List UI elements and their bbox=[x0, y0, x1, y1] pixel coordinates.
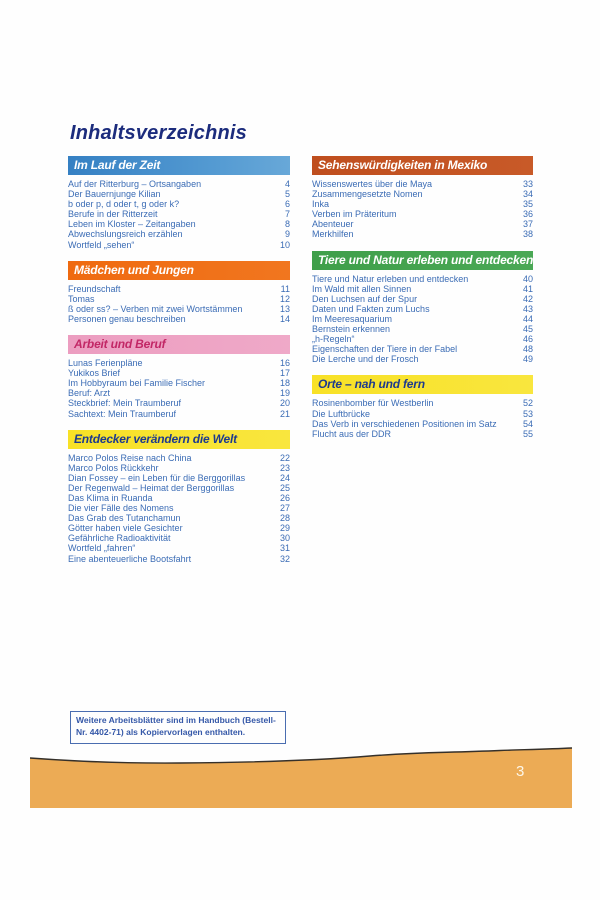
toc-entry bbox=[68, 219, 290, 229]
entry-page-number: 45 bbox=[522, 324, 533, 335]
entry-label: Eine abenteuerliche Bootsfahrt bbox=[68, 553, 192, 564]
entry-label: Das Verb in verschiedenen Positionen im Satz bbox=[312, 418, 497, 429]
section-header: Orte – nah und fern bbox=[312, 375, 533, 394]
toc-entry bbox=[312, 429, 533, 439]
entry-label: Daten und Fakten zum Luchs bbox=[312, 303, 430, 314]
entry-label: „h-Regeln“ bbox=[312, 334, 355, 345]
section-entries bbox=[68, 358, 290, 419]
wave-band-graphic bbox=[30, 746, 572, 808]
entry-page-number: 25 bbox=[279, 482, 290, 493]
entry-page-number: 33 bbox=[522, 179, 533, 189]
entry-page-number: 36 bbox=[522, 209, 533, 220]
entry-page-number: 27 bbox=[279, 503, 290, 514]
toc-section bbox=[312, 251, 533, 365]
entry-label: Götter haben viele Gesichter bbox=[68, 523, 183, 534]
entry-label: Wissenswertes über die Maya bbox=[312, 179, 433, 189]
toc-section bbox=[68, 261, 290, 324]
entry-label: Wortfeld „sehen“ bbox=[68, 239, 135, 250]
entry-label: Im Wald mit allen Sinnen bbox=[312, 283, 412, 294]
toc-entry bbox=[312, 354, 533, 364]
section-header: Arbeit und Beruf bbox=[68, 335, 290, 354]
entry-label: Marco Polos Reise nach China bbox=[68, 452, 192, 463]
section-header: Entdecker verändern die Welt bbox=[68, 430, 290, 449]
section-entries bbox=[68, 179, 290, 250]
entry-page-number: 12 bbox=[279, 293, 290, 304]
toc-column-right bbox=[312, 156, 533, 450]
entry-page-number: 46 bbox=[522, 334, 533, 345]
entry-label: Dian Fossey – ein Leben für die Berggorillas bbox=[68, 472, 246, 483]
toc-section bbox=[312, 156, 533, 240]
entry-label: Abwechslungsreich erzählen bbox=[68, 229, 183, 240]
toc-entry bbox=[68, 199, 290, 209]
entry-page-number: 4 bbox=[284, 179, 290, 189]
entry-page-number: 9 bbox=[284, 229, 290, 240]
toc-entry bbox=[312, 284, 533, 294]
toc-entry bbox=[312, 219, 533, 229]
entry-label: Auf der Ritterburg – Ortsangaben bbox=[68, 179, 202, 189]
toc-entry bbox=[68, 189, 290, 199]
toc-entry bbox=[312, 409, 533, 419]
toc-entry bbox=[312, 324, 533, 334]
entry-label: Zusammengesetzte Nomen bbox=[312, 189, 423, 200]
entry-label: Das Grab des Tutanchamun bbox=[68, 513, 181, 524]
entry-label: Steckbrief: Mein Traumberuf bbox=[68, 398, 182, 409]
entry-label: Der Regenwald – Heimat der Berggorillas bbox=[68, 482, 235, 493]
entry-page-number: 28 bbox=[279, 513, 290, 524]
page-number: 3 bbox=[516, 763, 525, 780]
toc-section bbox=[68, 156, 290, 250]
toc-entry bbox=[312, 229, 533, 239]
entry-label: Flucht aus der DDR bbox=[312, 428, 392, 439]
entry-label: Tiere und Natur erleben und entdecken bbox=[312, 273, 469, 284]
entry-label: Leben im Kloster – Zeitangaben bbox=[68, 219, 196, 230]
toc-entry bbox=[312, 274, 533, 284]
toc-entry bbox=[68, 483, 290, 493]
toc-entry bbox=[312, 199, 533, 209]
toc-entry bbox=[68, 493, 290, 503]
entry-page-number: 48 bbox=[522, 344, 533, 355]
entry-label: Wortfeld „fahren“ bbox=[68, 543, 136, 554]
entry-label: Inka bbox=[312, 199, 330, 210]
toc-section bbox=[312, 375, 533, 438]
toc-entry bbox=[68, 409, 290, 419]
entry-page-number: 20 bbox=[279, 398, 290, 409]
entry-label: Das Klima in Ruanda bbox=[68, 492, 153, 503]
entry-page-number: 41 bbox=[522, 283, 533, 294]
entry-page-number: 40 bbox=[522, 273, 533, 284]
section-header: Im Lauf der Zeit bbox=[68, 156, 290, 175]
toc-entry bbox=[68, 368, 290, 378]
toc-entry bbox=[68, 240, 290, 250]
entry-label: Die Luftbrücke bbox=[312, 408, 371, 419]
entry-page-number: 21 bbox=[279, 408, 290, 419]
entry-label: Im Meeresaquarium bbox=[312, 313, 393, 324]
entry-page-number: 17 bbox=[279, 368, 290, 379]
toc-entry bbox=[312, 209, 533, 219]
entry-page-number: 37 bbox=[522, 219, 533, 230]
section-entries bbox=[68, 284, 290, 324]
entry-page-number: 43 bbox=[522, 303, 533, 314]
entry-label: ß oder ss? – Verben mit zwei Wortstämmen bbox=[68, 303, 243, 314]
entry-page-number: 53 bbox=[522, 408, 533, 419]
entry-page-number: 10 bbox=[279, 239, 290, 250]
toc-entry bbox=[68, 463, 290, 473]
toc-entry bbox=[68, 388, 290, 398]
footer-wave-band bbox=[30, 746, 572, 808]
entry-page-number: 55 bbox=[522, 428, 533, 439]
entry-page-number: 34 bbox=[522, 189, 533, 200]
toc-entry bbox=[68, 473, 290, 483]
entry-label: Bernstein erkennen bbox=[312, 324, 391, 335]
entry-page-number: 49 bbox=[522, 354, 533, 365]
entry-page-number: 19 bbox=[279, 388, 290, 399]
entry-label: Den Luchsen auf der Spur bbox=[312, 293, 418, 304]
toc-entry bbox=[68, 229, 290, 239]
toc-entry bbox=[68, 358, 290, 368]
entry-page-number: 18 bbox=[279, 378, 290, 389]
entry-label: Eigenschaften der Tiere in der Fabel bbox=[312, 344, 458, 355]
entry-label: Im Hobbyraum bei Familie Fischer bbox=[68, 378, 206, 389]
toc-entry bbox=[312, 334, 533, 344]
toc-column-left bbox=[68, 156, 290, 575]
toc-entry bbox=[68, 209, 290, 219]
entry-label: Merkhilfen bbox=[312, 229, 354, 240]
entry-label: Tomas bbox=[68, 293, 95, 304]
toc-entry bbox=[68, 503, 290, 513]
toc-entry bbox=[312, 398, 533, 408]
entry-page-number: 54 bbox=[522, 418, 533, 429]
entry-label: b oder p, d oder t, g oder k? bbox=[68, 199, 180, 210]
entry-label: Rosinenbomber für Westberlin bbox=[312, 398, 434, 409]
footnote-box bbox=[70, 711, 286, 744]
toc-entry bbox=[68, 378, 290, 388]
toc-entry bbox=[68, 294, 290, 304]
entry-label: Abenteuer bbox=[312, 219, 354, 230]
section-entries bbox=[68, 453, 290, 564]
entry-label: Berufe in der Ritterzeit bbox=[68, 209, 158, 220]
toc-entry bbox=[68, 304, 290, 314]
section-entries bbox=[312, 274, 533, 365]
entry-page-number: 16 bbox=[279, 358, 290, 369]
entry-page-number: 30 bbox=[279, 533, 290, 544]
entry-page-number: 23 bbox=[279, 462, 290, 473]
entry-page-number: 5 bbox=[284, 189, 290, 200]
toc-entry bbox=[68, 314, 290, 324]
entry-page-number: 35 bbox=[522, 199, 533, 210]
entry-page-number: 13 bbox=[279, 303, 290, 314]
entry-page-number: 29 bbox=[279, 523, 290, 534]
entry-label: Gefährliche Radioaktivität bbox=[68, 533, 171, 544]
section-header: Tiere und Natur erleben und entdecken bbox=[312, 251, 533, 270]
entry-label: Verben im Präteritum bbox=[312, 209, 397, 220]
toc-entry bbox=[312, 314, 533, 324]
entry-label: Die vier Fälle des Nomens bbox=[68, 503, 174, 514]
toc-entry bbox=[68, 554, 290, 564]
toc-entry bbox=[312, 294, 533, 304]
toc-entry bbox=[68, 543, 290, 553]
entry-page-number: 7 bbox=[284, 209, 290, 220]
entry-label: Lunas Ferienpläne bbox=[68, 358, 143, 369]
toc-entry bbox=[68, 453, 290, 463]
entry-page-number: 14 bbox=[279, 313, 290, 324]
entry-page-number: 6 bbox=[284, 199, 290, 210]
toc-entry bbox=[312, 189, 533, 199]
entry-page-number: 26 bbox=[279, 492, 290, 503]
entry-page-number: 52 bbox=[522, 398, 533, 409]
footnote-text: Weitere Arbeitsblätter sind im Handbuch (Bestell-Nr. 4402-71) als Kopiervorlagen enthalten. bbox=[76, 715, 276, 737]
toc-entry bbox=[312, 344, 533, 354]
entry-page-number: 42 bbox=[522, 293, 533, 304]
entry-label: Beruf: Arzt bbox=[68, 388, 111, 399]
toc-entry bbox=[68, 523, 290, 533]
toc-entry bbox=[68, 179, 290, 189]
section-header: Mädchen und Jungen bbox=[68, 261, 290, 280]
entry-page-number: 31 bbox=[279, 543, 290, 554]
entry-label: Der Bauernjunge Kilian bbox=[68, 189, 161, 200]
entry-label: Personen genau beschreiben bbox=[68, 313, 186, 324]
entry-label: Die Lerche und der Frosch bbox=[312, 354, 419, 365]
entry-page-number: 32 bbox=[279, 553, 290, 564]
entry-page-number: 8 bbox=[284, 219, 290, 230]
toc-section bbox=[68, 430, 290, 564]
toc-entry bbox=[68, 533, 290, 543]
entry-label: Sachtext: Mein Traumberuf bbox=[68, 408, 177, 419]
section-header: Sehenswürdigkeiten in Mexiko bbox=[312, 156, 533, 175]
entry-page-number: 38 bbox=[522, 229, 533, 240]
toc-entry bbox=[68, 284, 290, 294]
toc-entry bbox=[68, 513, 290, 523]
entry-page-number: 24 bbox=[279, 472, 290, 483]
toc-section bbox=[68, 335, 290, 419]
entry-page-number: 44 bbox=[522, 313, 533, 324]
toc-entry bbox=[312, 419, 533, 429]
entry-label: Yukikos Brief bbox=[68, 368, 121, 379]
entry-page-number: 11 bbox=[280, 283, 290, 294]
entry-label: Marco Polos Rückkehr bbox=[68, 462, 159, 473]
toc-entry bbox=[312, 304, 533, 314]
page-title: Inhaltsverzeichnis bbox=[70, 122, 247, 144]
toc-entry bbox=[312, 179, 533, 189]
entry-label: Freundschaft bbox=[68, 283, 121, 294]
section-entries bbox=[312, 179, 533, 240]
section-entries bbox=[312, 398, 533, 438]
toc-entry bbox=[68, 398, 290, 408]
entry-page-number: 22 bbox=[279, 452, 290, 463]
